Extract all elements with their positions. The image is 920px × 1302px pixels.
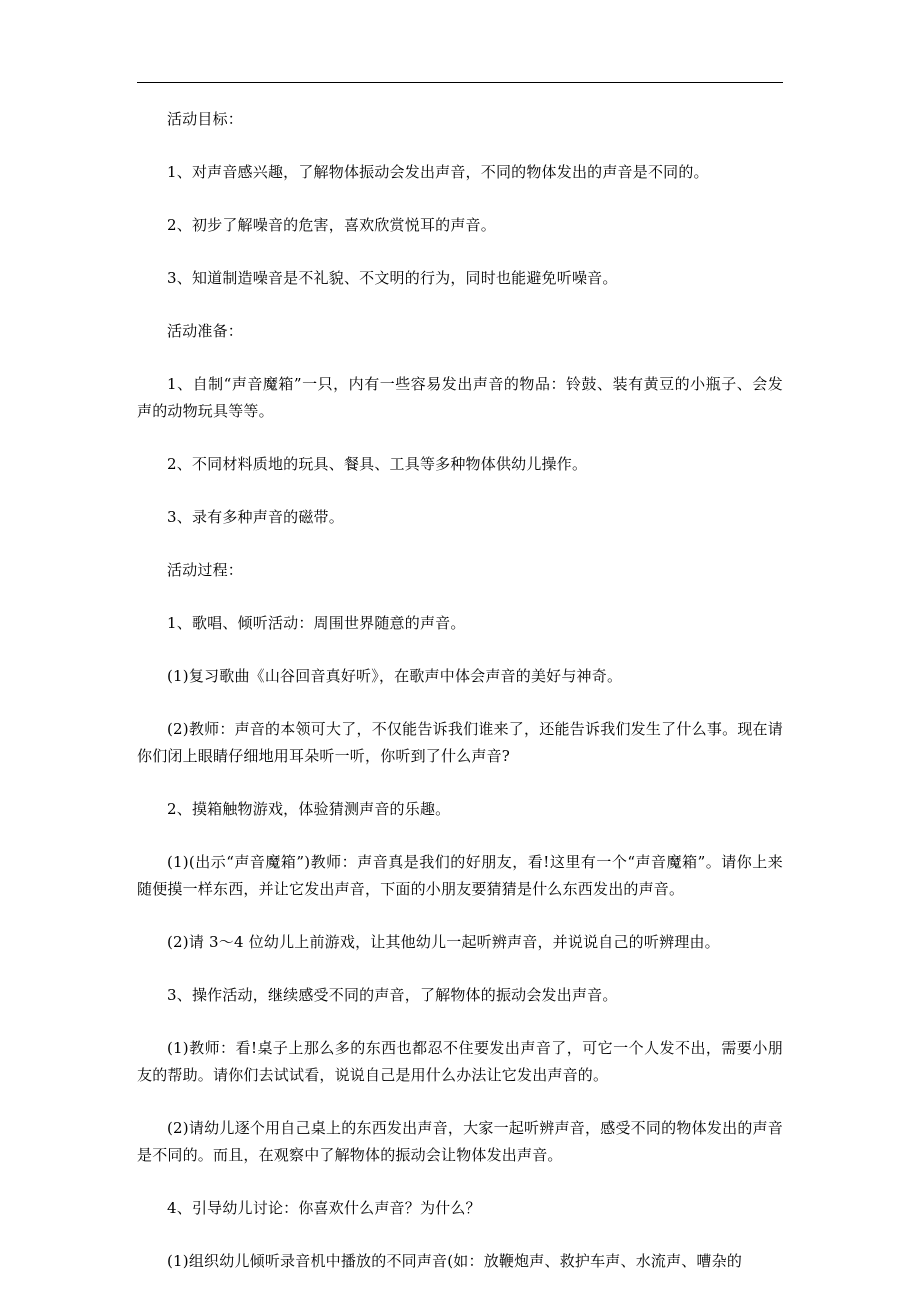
- paragraph: 1、歌唱、倾听活动：周围世界随意的声音。: [167, 614, 466, 632]
- paragraph: 2、不同材料质地的玩具、餐具、工具等多种物体供幼儿操作。: [167, 455, 588, 473]
- paragraph: (2)请 3～4 位幼儿上前游戏，让其他幼儿一起听辨声音，并说说自己的听辨理由。: [167, 933, 720, 951]
- paragraph: (2)请幼儿逐个用自己桌上的东西发出声音，大家一起听辨声音，感受不同的物体发出的声音是不同的。而且，在观察中了解物体的振动会让物体发出声音。: [137, 1119, 783, 1164]
- paragraph: 1、自制“声音魔箱”一只，内有一些容易发出声音的物品：铃鼓、装有黄豆的小瓶子、会发声的动物玩具等等。: [137, 375, 783, 420]
- paragraph: (1)(出示“声音魔箱”)教师：声音真是我们的好朋友，看!这里有一个“声音魔箱”。请你上来随便摸一样东西，并让它发出声音，下面的小朋友要猜猜是什么东西发出的声音。: [137, 853, 783, 898]
- paragraph: 2、初步了解噪音的危害，喜欢欣赏悦耳的声音。: [167, 216, 496, 234]
- section-heading-process: 活动过程：: [167, 561, 244, 579]
- paragraph: 4、引导幼儿讨论：你喜欢什么声音？为什么？: [167, 1199, 481, 1217]
- paragraph: (1)教师：看!桌子上那么多的东西也都忍不住要发出声音了，可它一个人发不出，需要小朋友的帮助。请你们去试试看，说说自己是用什么办法让它发出声音的。: [137, 1039, 783, 1084]
- section-heading-goals: 活动目标：: [167, 110, 244, 128]
- paragraph: 3、知道制造噪音是不礼貌、不文明的行为，同时也能避免听噪音。: [167, 269, 618, 287]
- paragraph: 3、操作活动，继续感受不同的声音，了解物体的振动会发出声音。: [167, 986, 618, 1004]
- header-rule: [137, 82, 783, 83]
- paragraph: 2、摸箱触物游戏，体验猜测声音的乐趣。: [167, 800, 451, 818]
- document-body: [137, 106, 783, 1275]
- section-heading-preparation: 活动准备：: [167, 322, 244, 340]
- paragraph: (2)教师：声音的本领可大了，不仅能告诉我们谁来了，还能告诉我们发生了什么事。现在请你们闭上眼睛仔细地用耳朵听一听，你听到了什么声音?: [137, 720, 783, 765]
- paragraph: 3、录有多种声音的磁带。: [167, 508, 344, 526]
- paragraph: 1、对声音感兴趣，了解物体振动会发出声音，不同的物体发出的声音是不同的。: [167, 163, 709, 181]
- paragraph: (1)复习歌曲《山谷回音真好听》，在歌声中体会声音的美好与神奇。: [167, 667, 623, 685]
- paragraph: (1)组织幼儿倾听录音机中播放的不同声音(如：放鞭炮声、救护车声、水流声、嘈杂的: [167, 1252, 743, 1270]
